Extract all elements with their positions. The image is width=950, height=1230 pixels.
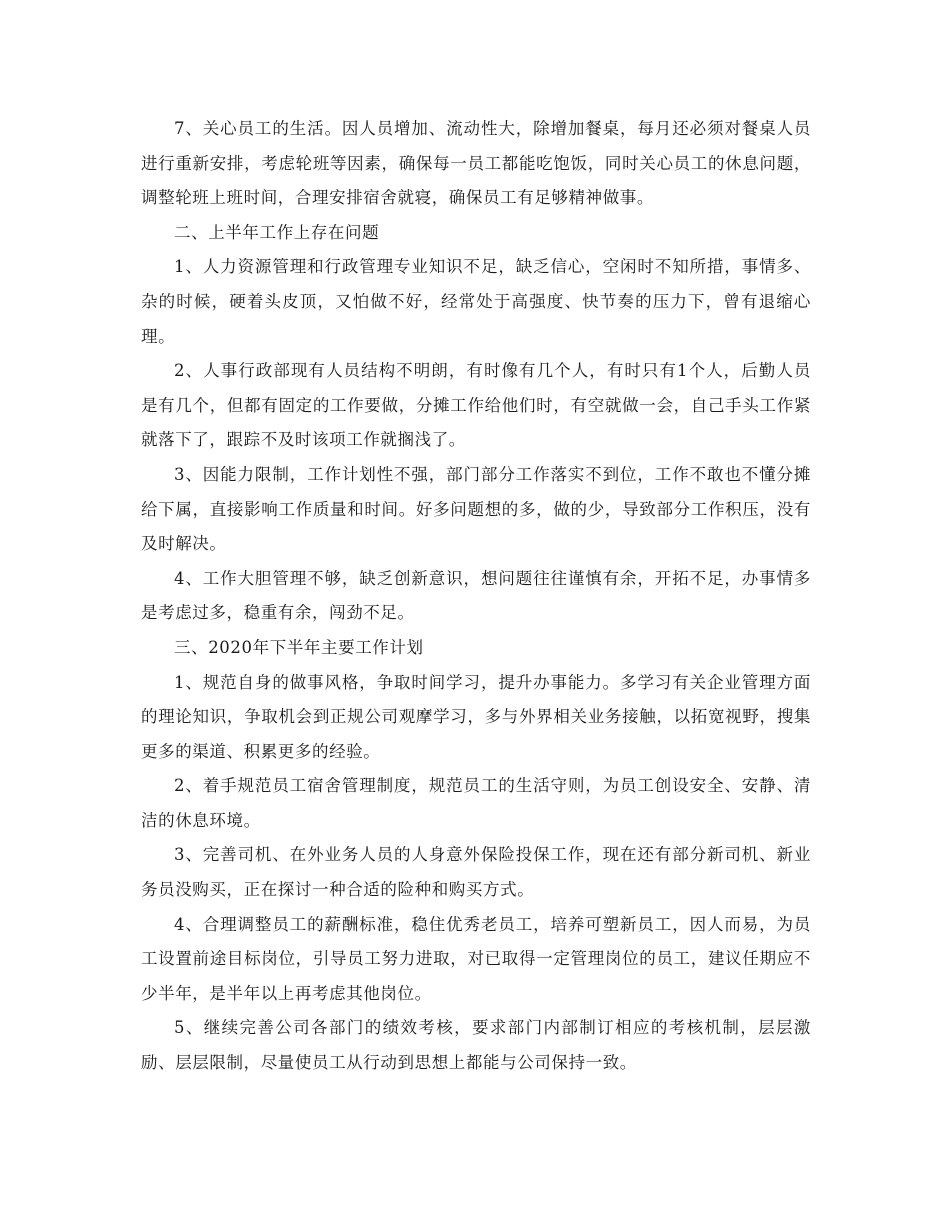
paragraph-plan-4: 4、合理调整员工的薪酬标准，稳住优秀老员工，培养可塑新员工，因人而易，为员工设置前途目标岗位，引导员工努力进取，对已取得一定管理岗位的员工，建议任期应不少半年，是半年以上再考虑其他岗位。 [141, 914, 811, 1003]
paragraph-plan-3: 3、完善司机、在外业务人员的人身意外保险投保工作，现在还有部分新司机、新业务员没购买，正在探讨一种合适的险种和购买方式。 [141, 845, 811, 900]
section-heading-problems: 二、上半年工作上存在问题 [174, 222, 380, 242]
section-heading-plan: 三、2020年下半年主要工作计划 [174, 637, 424, 657]
paragraph-problem-1: 1、人力资源管理和行政管理专业知识不足，缺乏信心，空闲时不知所措，事情多、杂的时候，硬着头皮顶，又怕做不好，经常处于高强度、快节奏的压力下，曾有退缩心理。 [141, 257, 811, 346]
paragraph-plan-5: 5、继续完善公司各部门的绩效考核，要求部门内部制订相应的考核机制，层层激励、层层限制，尽量使员工从行动到思想上都能与公司保持一致。 [141, 1018, 811, 1073]
paragraph-problem-3: 3、因能力限制，工作计划性不强，部门部分工作落实不到位，工作不敢也不懂分摊给下属，直接影响工作质量和时间。好多问题想的多，做的少，导致部分工作积压，没有及时解决。 [141, 464, 811, 554]
paragraph-problem-4: 4、工作大胆管理不够，缺乏创新意识，想问题往往谨慎有余，开拓不足，办事情多是考虑过多，稳重有余，闯劲不足。 [141, 568, 811, 623]
document-body [141, 112, 811, 1081]
paragraph-problem-2: 2、人事行政部现有人员结构不明朗，有时像有几个人，有时只有1个人，后勤人员是有几个，但都有固定的工作要做，分摊工作给他们时，有空就做一会，自己手头工作紧就落下了，跟踪不及时该项工作就搁浅了。 [141, 361, 811, 450]
paragraph-care-for-staff: 7、关心员工的生活。因人员增加、流动性大，除增加餐桌，每月还必须对餐桌人员进行重新安排，考虑轮班等因素，确保每一员工都能吃饱饭，同时关心员工的休息问题，调整轮班上班时间，合理安排宿舍就寝，确保员工有足够精神做事。 [141, 119, 811, 208]
paragraph-plan-2: 2、着手规范员工宿舍管理制度，规范员工的生活守则，为员工创设安全、安静、清洁的休息环境。 [141, 776, 811, 830]
paragraph-plan-1: 1、规范自身的做事风格，争取时间学习，提升办事能力。多学习有关企业管理方面的理论知识，争取机会到正规公司观摩学习，多与外界相关业务接触，以拓宽视野，搜集更多的渠道、积累更多的经验。 [141, 672, 811, 761]
